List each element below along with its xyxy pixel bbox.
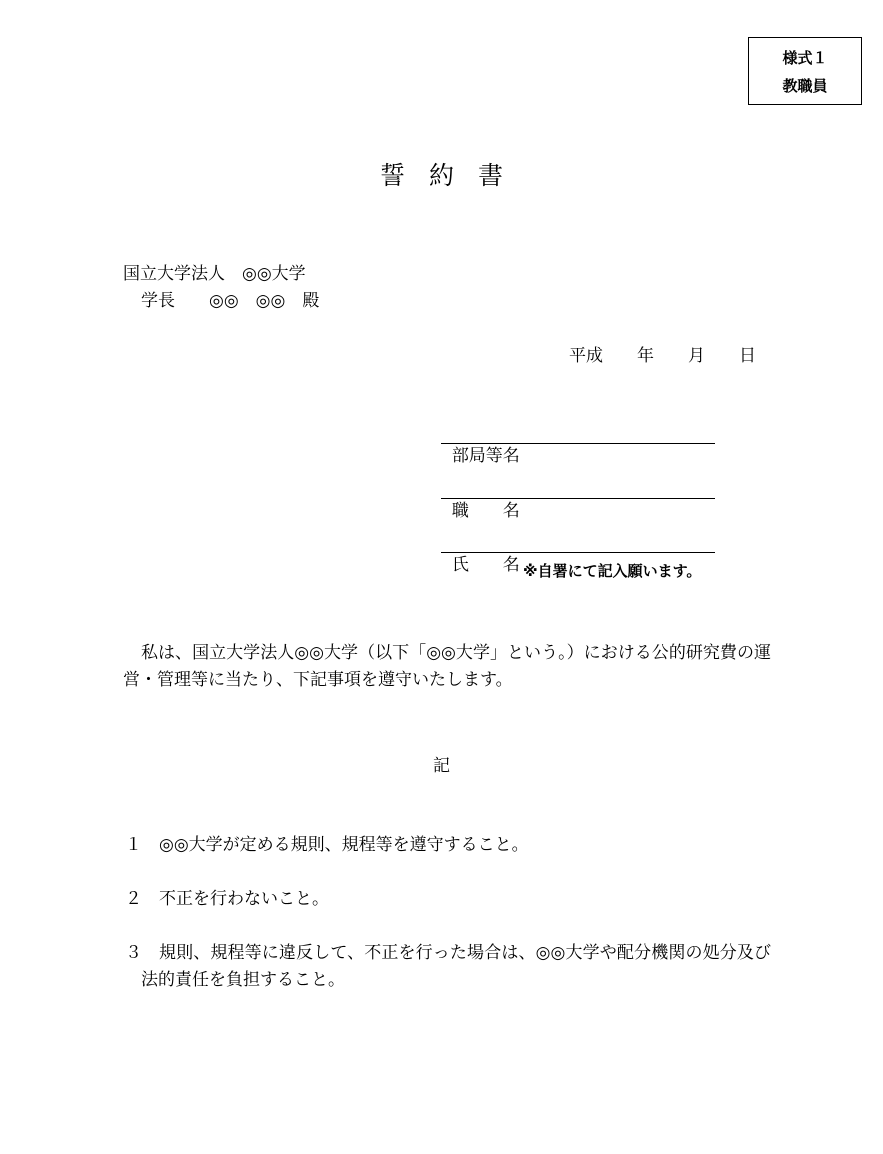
name-label: 氏 名: [451, 555, 520, 575]
ki-heading: 記: [433, 756, 450, 776]
form-category: 教職員: [782, 77, 828, 95]
position-label: 職 名: [451, 501, 520, 521]
item-number: ３: [125, 943, 142, 963]
item-number: １: [125, 835, 142, 855]
addressee-institution: 国立大学法人 ◎◎大学: [123, 264, 306, 284]
form-number-box: [748, 37, 862, 105]
list-item: [123, 886, 771, 913]
item-text: ◎◎大学が定める規則、規程等を遵守すること。: [159, 835, 529, 855]
list-item: [123, 832, 771, 859]
position-field[interactable]: [441, 476, 715, 521]
department-label: 部局等名: [451, 446, 520, 466]
addressee-president: 学長 ◎◎ ◎◎ 殿: [141, 291, 320, 311]
item-text: 不正を行わないこと。: [159, 889, 329, 909]
signature-note: ※自署にて記入願います。: [523, 562, 702, 580]
intro-paragraph: 私は、国立大学法人◎◎大学（以下「◎◎大学」という。）における公的研究費の運営・管理等に当たり、下記事項を遵守いたします。: [123, 643, 771, 690]
item-number: ２: [125, 889, 142, 909]
date-line: 平成 年 月 日: [569, 346, 756, 366]
list-item: [123, 940, 771, 994]
form-number: 様式１: [782, 49, 828, 67]
department-field[interactable]: [441, 421, 715, 466]
document-title: 誓約書: [379, 161, 527, 190]
item-text: 規則、規程等に違反して、不正を行った場合は、◎◎大学や配分機関の処分及び法的責任を負担すること。: [141, 943, 771, 990]
